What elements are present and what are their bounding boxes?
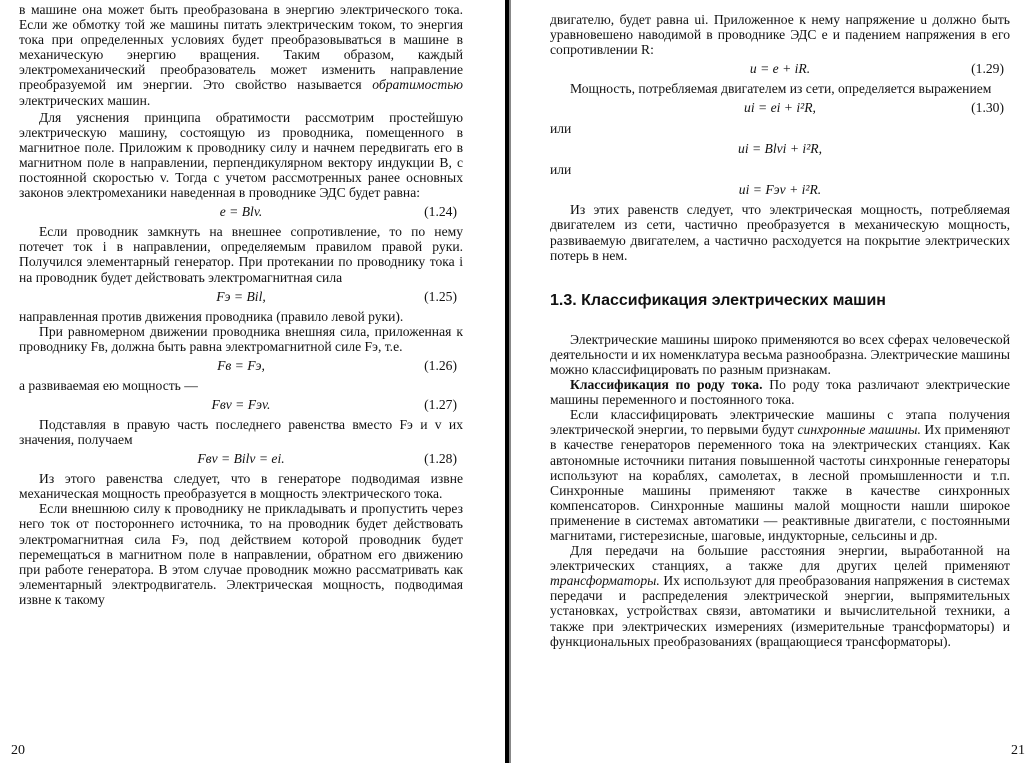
page-number: 20: [11, 743, 25, 758]
paragraph: или: [550, 121, 572, 137]
equation-unnumbered: ui = Blvi + i²R,: [738, 141, 822, 157]
paragraph: Если классифицировать электрические машины с этапа получения электрической энергии, то первыми будут синхронные машины. Их применяют в качестве генераторов переменного тока на электрических станциях. Как автономные источники питания повышенной частоты синхронные генераторы используют на кораблях, самолетах, в лесной промышленности и т.п. Синхронные машины применяют также в качестве синхронных компенсаторов. Синхронные машины малой мощности нашли широкое применение в системах автоматики — реактивные двигатели, с постоянными магнитами, гистерезисные, шаговые, индукторные, сельсины и др.: [550, 407, 1010, 543]
left-page: [0, 0, 505, 763]
paragraph: При равномерном движении проводника внешняя сила, приложенная к проводнику Fв, должна быть равна электромагнитной силе Fэ, т.е.: [19, 323, 463, 354]
right-page: [508, 0, 1029, 763]
paragraph: Из этих равенств следует, что электрическая мощность, потребляемая двигателем из сети, частично преобразуется в механическую мощность, развиваемую двигателем, а частично расходуется на покрытие электрических потерь в нем.: [550, 202, 1010, 263]
equation-1-26: Fв = Fэ, (1.26): [217, 357, 457, 373]
section-heading: 1.3. Классификация электрических машин: [550, 291, 886, 309]
equation-1-30: ui = ei + i²R, (1.30): [744, 100, 1004, 116]
term-emphasis: трансформаторы.: [550, 573, 660, 589]
left-page-text: [19, 2, 463, 607]
page-number: 21: [1011, 743, 1025, 758]
paragraph: Для уяснения принципа обратимости рассмотрим простейшую электрическую машину, состоящую из проводника, помещенного в магнитное поле. Приложим к проводнику силу и начнем передвигать его в магнитном поле в направлении, перпендикулярном вектору индукции B, с постоянной скоростью v. Тогда с учетом рассмотренных ранее основных законов электромеханики наведенная в проводнике ЭДС будет равна:: [19, 109, 463, 201]
paragraph: Электрические машины широко применяются во всех сферах человеческой деятельности и их номенклатура весьма разнообразна. Электрические машины можно классифицировать по разным признакам.: [550, 331, 1010, 377]
equation-1-25: Fэ = Bil, (1.25): [216, 288, 457, 304]
paragraph: Подставляя в правую часть последнего равенства вместо Fэ и v их значения, получаем: [19, 416, 463, 448]
right-page-text: [550, 12, 1010, 649]
paragraph: направленная против движения проводника (правило левой руки).: [19, 308, 404, 324]
paragraph: Для передачи на большие расстояния энергии, выработанной на электрических станциях, а также для других целей применяют трансформаторы. Их используют для преобразования напряжения в системах передачи и распределения электрической энергии, выпрямительных установках, устройствах связи, автоматики и вычислительной техники, а также при электрических измерениях (измерительные трансформаторы) и функциональных преобразованиях (вращающиеся трансформаторы).: [550, 543, 1010, 649]
equation-1-29: u = e + iR. (1.29): [749, 61, 1004, 77]
equation-1-24: e = Blv. (1.24): [219, 204, 457, 220]
paragraph: Мощность, потребляемая двигателем из сети, определяется выражением: [570, 81, 992, 97]
paragraph: в машине она может быть преобразована в энергию электрического тока. Если же обмотку той же машины питать электрическим током, то энергия тока при определенных условиях будет преобразовываться в машине в механическую энергию вращения. Таким образом, каждый электромеханический преобразователь может изменить направление преобразуемой им энергии. Это свойство называется обратимостью электрических машин.: [19, 2, 463, 108]
equation-unnumbered: ui = Fэv + i²R.: [738, 182, 822, 198]
paragraph: или: [550, 162, 572, 178]
equation-1-28: Fвv = Bilv = ei. (1.28): [197, 451, 457, 467]
paragraph: Если проводник замкнуть на внешнее сопротивление, то по нему потечет ток i в направлении, определяемым правилом правой руки. Получился элементарный генератор. При протекании по проводнику тока i на проводник будет действовать электромагнитная сила: [19, 224, 463, 285]
equation-1-27: Fвv = Fэv. (1.27): [211, 396, 457, 412]
paragraph: Классификация по роду тока. По роду тока различают электрические машины переменного и постоянного тока.: [550, 377, 1010, 408]
paragraph: а развиваемая ею мощность —: [19, 377, 198, 393]
subheading: Классификация по роду тока.: [570, 377, 763, 393]
term-emphasis: обратимостью: [372, 77, 463, 93]
paragraph: Если внешнюю силу к проводнику не прикладывать и пропустить через него ток от постороннего источника, то на проводник будет действовать электромагнитная сила Fэ, под действием которой проводник будет перемещаться в магнитном поле в направлении, обратном его движению при работе генератора. В этом случае проводник можно рассматривать как элементарный электродвигатель. Электрическая мощность, подводимая извне к такому: [19, 501, 463, 607]
term-emphasis: синхронные машины.: [797, 422, 921, 438]
paragraph: Из этого равенства следует, что в генераторе подводимая извне механическая мощность преобразуется в мощность электрического тока.: [19, 471, 463, 502]
paragraph: двигателю, будет равна ui. Приложенное к нему напряжение u должно быть уравновешено наводимой в проводнике ЭДС e и падением напряжения в его сопротивлении R:: [550, 12, 1010, 58]
